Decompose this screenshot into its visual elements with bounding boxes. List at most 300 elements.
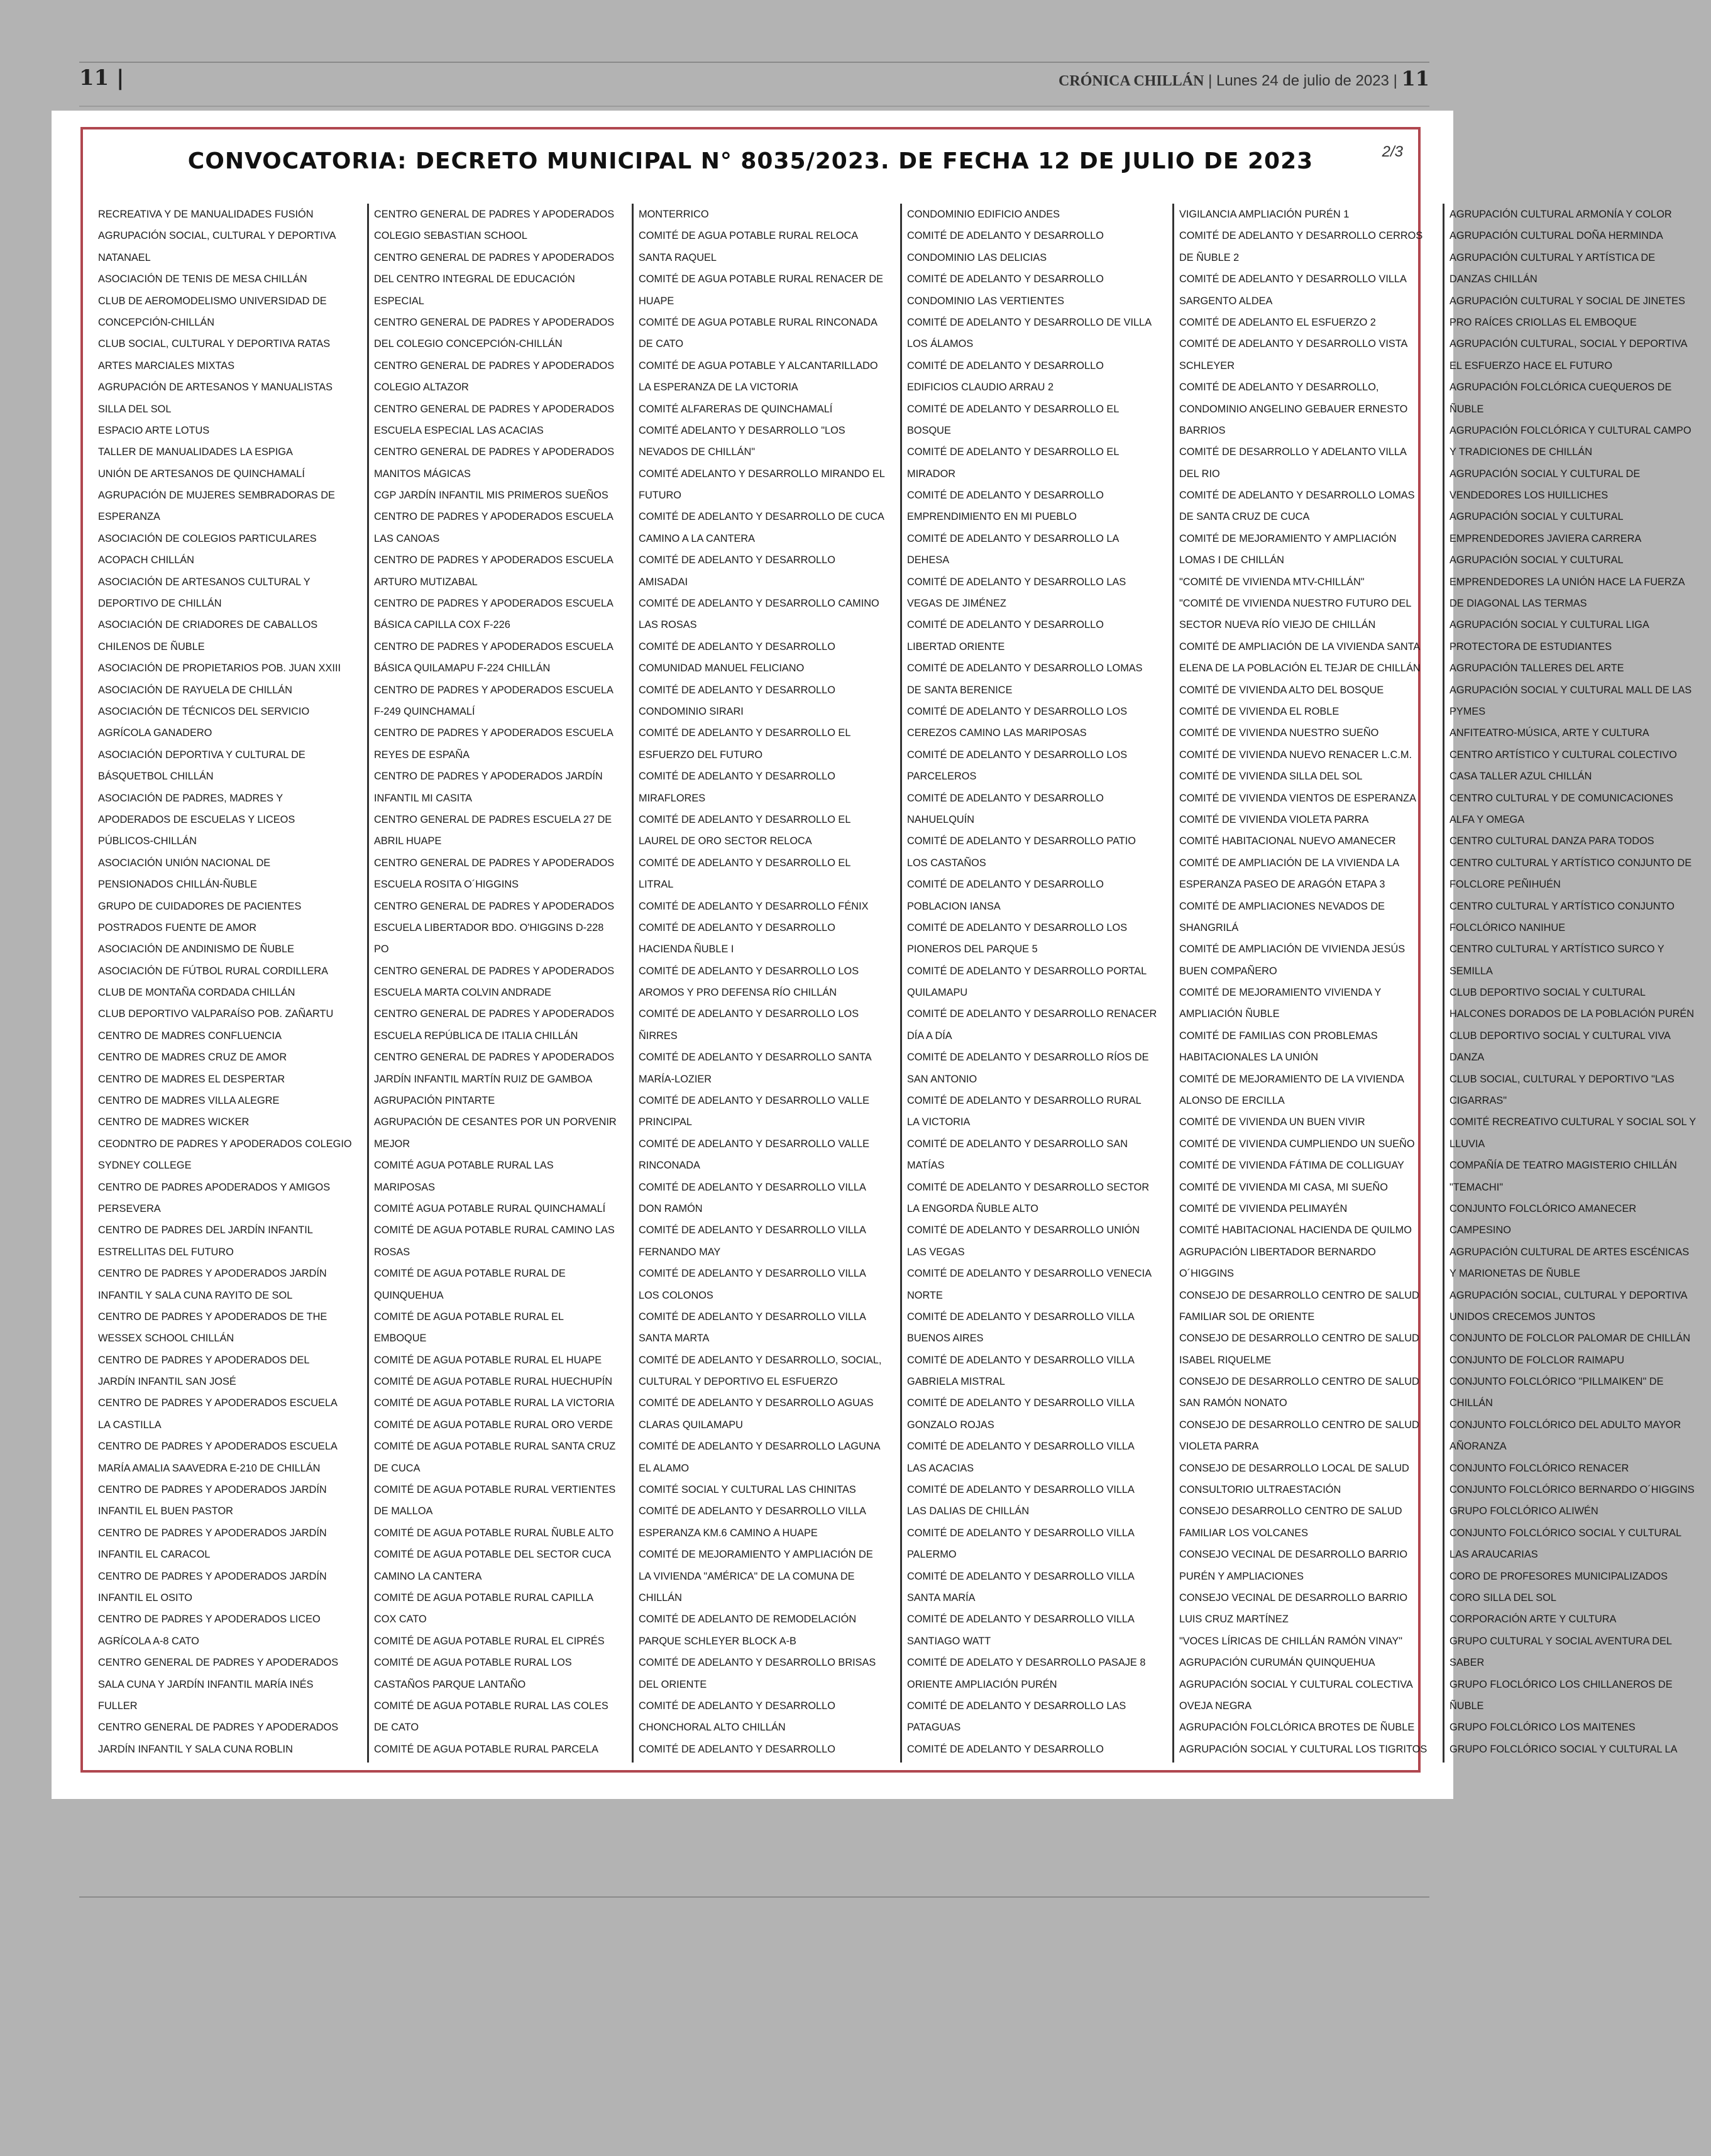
list-item: COMITÉ DE ADELANTO Y DESARROLLO LOS [639,964,859,977]
list-item: EMBOQUE [374,1332,427,1345]
list-item: CHILENOS DE ÑUBLE [98,640,205,652]
list-item: CONSEJO DE DESARROLLO CENTRO DE SALUD [1179,1375,1419,1388]
list-item: LOMAS I DE CHILLÁN [1179,554,1284,566]
list-item: UNIÓN DE ARTESANOS DE QUINCHAMALÍ [98,467,305,480]
list-item: COMITÉ DE AMPLIACIÓN DE VIVIENDA JESÚS [1179,943,1406,955]
list-item: COMITÉ DE ADELANTO Y DESARROLLO VISTA [1179,338,1408,350]
list-item: COMITÉ DE ADELANTO Y DESARROLLO VILLA [907,1526,1135,1539]
list-item: MIRAFLORES [639,791,706,804]
list-item: CORPORACIÓN ARTE Y CULTURA [1449,1613,1617,1625]
list-item: COMITÉ DE AGUA POTABLE RURAL PARCELA [374,1742,599,1755]
list-item: SABER [1449,1656,1485,1669]
list-item: COMITÉ DE AGUA POTABLE RURAL VERTIENTES [374,1483,616,1496]
list-item: ARTURO MUTIZABAL [374,575,478,588]
list-item: LUIS CRUZ MARTÍNEZ [1179,1613,1289,1625]
list-item: EL ESFUERZO HACE EL FUTURO [1449,359,1612,371]
list-item: GRUPO CULTURAL Y SOCIAL AVENTURA DEL [1449,1634,1672,1647]
list-item: COMITÉ DE VIVIENDA PELIMAYÉN [1179,1202,1348,1214]
list-item: AGRÍCOLA GANADERO [98,727,212,739]
list-item: COMITÉ DE MEJORAMIENTO Y AMPLIACIÓN [1179,532,1397,544]
list-item: DE CUCA [374,1461,421,1474]
list-item: COMITÉ DE AMPLIACIÓN DE LA VIVIENDA LA [1179,856,1400,869]
list-item: CENTRO DE PADRES Y APODERADOS JARDÍN [98,1570,327,1582]
list-item: ASOCIACIÓN DE PROPIETARIOS POB. JUAN XXIII [98,662,341,674]
list-item: CENTRO DE PADRES Y APODERADOS DEL [98,1353,310,1366]
list-item: "COMITÉ DE VIVIENDA NUESTRO FUTURO DEL [1179,597,1412,610]
list-item: COMITÉ DE ADELANTO Y DESARROLLO LOS [639,1008,859,1020]
list-item: CENTRO GENERAL DE PADRES Y APODERADOS [374,899,615,912]
list-item: PÚBLICOS-CHILLÁN [98,835,197,847]
list-item: COMITÉ DE ADELANTO Y DESARROLLO [907,791,1104,804]
list-item: COMITÉ DE ADELANTO Y DESARROLLO EL [639,856,851,869]
list-item: MARÍA-LOZIER [639,1072,712,1085]
list-item: CENTRO DE PADRES DEL JARDÍN INFANTIL [98,1224,313,1236]
list-item: COMITÉ DE ADELANTO EL ESFUERZO 2 [1179,316,1376,328]
list-item: LAUREL DE ORO SECTOR RELOCA [639,835,812,847]
list-item: COMITÉ DE ADELANTO Y DESARROLLO PORTAL [907,964,1147,977]
list-item: COMITÉ RECREATIVO CULTURAL Y SOCIAL SOL Y [1449,1116,1696,1128]
list-item: COMITÉ DE ADELANTO Y DESARROLLO VILLA [907,1440,1135,1453]
list-item: GRUPO DE CUIDADORES DE PACIENTES [98,899,302,912]
list-item: LA ENGORDA ÑUBLE ALTO [907,1202,1039,1214]
list-item: CLUB DEPORTIVO SOCIAL Y CULTURAL VIVA [1449,1029,1671,1042]
list-item: BARRIOS [1179,424,1226,436]
list-item: CONDOMINIO ANGELINO GEBAUER ERNESTO [1179,402,1408,415]
list-item: COMITÉ DE ADELANTO Y DESARROLLO VILLA [639,1267,867,1280]
list-column [634,204,902,1763]
list-item: CULTURAL Y DEPORTIVO EL ESFUERZO [639,1375,838,1388]
list-item: COMITÉ DE ADELANTO Y DESARROLLO [639,554,836,566]
list-item: BUEN COMPAÑERO [1179,964,1277,977]
notice-page [52,111,1696,1799]
list-item: COMITÉ DE ADELANTO Y DESARROLLO DE CUCA [639,510,885,523]
list-item: PRO RAÍCES CRIOLLAS EL EMBOQUE [1449,316,1637,328]
list-item: CONSULTORIO ULTRAESTACIÓN [1179,1483,1341,1496]
list-item: COMITÉ DE AGUA POTABLE RURAL LOS [374,1656,573,1669]
list-item: ESPERANZA PASEO DE ARAGÓN ETAPA 3 [1179,878,1385,891]
list-item: ARTES MARCIALES MIXTAS [98,359,235,371]
list-item: COMITÉ DE AGUA POTABLE RURAL LAS COLES [374,1699,609,1712]
list-item: EL ALAMO [639,1461,690,1474]
list-item: COMITÉ DE AGUA POTABLE RURAL DE [374,1267,566,1280]
list-item: REYES DE ESPAÑA [374,748,470,761]
list-item: COMITÉ DE AGUA POTABLE RURAL RINCONADA [639,316,878,328]
list-item: COMITÉ DE ADELATO Y DESARROLLO PASAJE 8 [907,1656,1146,1669]
header-rule-lower [79,106,1429,107]
list-item: AGRUPACIÓN SOCIAL Y CULTURAL DE [1449,467,1640,480]
list-item: DANZAS CHILLÁN [1449,273,1538,285]
list-item: AGRUPACIÓN CULTURAL DE ARTES ESCÉNICAS [1449,1245,1689,1258]
list-item: COMITÉ DE AGUA POTABLE RURAL ORO VERDE [374,1418,613,1431]
list-item: LAS CANOAS [374,532,440,544]
list-item: AGRUPACIÓN SOCIAL Y CULTURAL LIGA [1449,619,1649,631]
list-item: COMITÉ DE ADELANTO Y DESARROLLO VILLA [907,1613,1135,1625]
list-item: COMITÉ DE ADELANTO Y DESARROLLO EL [907,402,1120,415]
list-item: CIGARRAS" [1449,1094,1507,1107]
list-item: CENTRO DE MADRES VILLA ALEGRE [98,1094,280,1107]
list-item: CONCEPCIÓN-CHILLÁN [98,316,214,328]
list-item: MARÍA AMALIA SAAVEDRA E-210 DE CHILLÁN [98,1461,321,1474]
list-item: CLUB DEPORTIVO VALPARAÍSO POB. ZAÑARTU [98,1008,334,1020]
list-item: COMITÉ ADELANTO Y DESARROLLO "LOS [639,424,845,436]
list-item: DEL ORIENTE [639,1678,707,1690]
list-item: ESCUELA LIBERTADOR BDO. O'HIGGINS D-228 [374,921,604,933]
list-item: CEODNTRO DE PADRES Y APODERADOS COLEGIO [98,1137,352,1150]
footer-rule [79,1896,1429,1898]
list-item: ESTRELLITAS DEL FUTURO [98,1245,234,1258]
list-item: COMITÉ DE AMPLIACIONES NEVADOS DE [1179,899,1385,912]
list-item: NAHUELQUÍN [907,813,975,825]
list-item: INFANTIL EL BUEN PASTOR [98,1505,233,1517]
notice-title: CONVOCATORIA: DECRETO MUNICIPAL N° 8035/2023. DE FECHA 12 DE JULIO DE 2023 [187,148,1314,174]
list-item: PO [374,943,389,955]
list-item: ASOCIACIÓN DE COLEGIOS PARTICULARES [98,532,317,544]
list-item: CENTRO DE PADRES Y APODERADOS LICEO [98,1613,321,1625]
list-item: AGRUPACIÓN FOLCLÓRICA BROTES DE ÑUBLE [1179,1721,1415,1734]
list-item: FOLCLORE PEÑIHUÉN [1449,878,1561,891]
list-item: CONJUNTO FOLCLÓRICO BERNARDO O´HIGGINS [1449,1483,1695,1496]
list-item: APODERADOS DE ESCUELAS Y LICEOS [98,813,295,825]
list-item: CGP JARDÍN INFANTIL MIS PRIMEROS SUEÑOS [374,489,609,502]
list-item: ÑUBLE [1449,1699,1484,1712]
list-item: CENTRO DE MADRES CRUZ DE AMOR [98,1051,287,1064]
list-item: ASOCIACIÓN DE PADRES, MADRES Y [98,791,283,804]
list-item: DEPORTIVO DE CHILLÁN [98,597,222,610]
list-item: AGRUPACIÓN CULTURAL Y ARTÍSTICA DE [1449,251,1655,263]
list-item: ISABEL RIQUELME [1179,1353,1272,1366]
list-item: UNIDOS CRECEMOS JUNTOS [1449,1310,1595,1323]
list-item: COMITÉ DE MEJORAMIENTO Y AMPLIACIÓN DE [639,1548,873,1561]
list-item: CENTRO GENERAL DE PADRES Y APODERADOS [374,316,615,328]
list-item: COMITÉ DE VIVIENDA NUESTRO SUEÑO [1179,727,1379,739]
list-item: COMITÉ DE ADELANTO Y DESARROLLO [907,489,1104,502]
list-item: COMITÉ DE AGUA POTABLE DEL SECTOR CUCA [374,1548,612,1561]
list-item: COLEGIO ALTAZOR [374,381,470,393]
list-item: COMITÉ DE ADELANTO Y DESARROLLO BRISAS [639,1656,876,1669]
list-item: COMITÉ DE AGUA POTABLE RURAL CAMINO LAS [374,1224,615,1236]
list-item: COMITÉ DE ADELANTO Y DESARROLLO DE VILLA [907,316,1152,328]
list-item: CORO DE PROFESORES MUNICIPALIZADOS [1449,1570,1668,1582]
list-item: COMUNIDAD MANUEL FELICIANO [639,662,805,674]
list-item: CASTAÑOS PARQUE LANTAÑO [374,1678,526,1690]
list-item: CLUB SOCIAL, CULTURAL Y DEPORTIVO "LAS [1449,1072,1675,1085]
list-item: COMITÉ ALFARERAS DE QUINCHAMALÍ [639,402,833,415]
list-item: ESCUELA ROSITA O´HIGGINS [374,878,519,891]
list-item: AGRUPACIÓN CULTURAL ARMONÍA Y COLOR [1449,208,1672,220]
list-item: CONSEJO DESARROLLO CENTRO DE SALUD [1179,1505,1402,1517]
list-item: ASOCIACIÓN DE ANDINISMO DE ÑUBLE [98,943,294,955]
list-item: MANITOS MÁGICAS [374,467,471,480]
list-item: COMITÉ DE AGUA POTABLE RURAL EL HUAPE [374,1353,602,1366]
list-item: COMITÉ DE ADELANTO Y DESARROLLO, SOCIAL, [639,1353,882,1366]
list-item: ESPERANZA [98,510,160,523]
list-item: COMITÉ DE AGUA POTABLE RURAL RELOCA [639,229,859,242]
list-item: NEVADOS DE CHILLÁN" [639,446,756,458]
list-item: CHONCHORAL ALTO CHILLÁN [639,1721,786,1734]
list-item: SCHLEYER [1179,359,1235,371]
list-item: ESFUERZO DEL FUTURO [639,748,763,761]
list-item: CHILLÁN [639,1592,683,1603]
list-item: COMITÉ DE ADELANTO Y DESARROLLO SANTA [639,1051,872,1064]
list-item: AGRUPACIÓN DE CESANTES POR UN PORVENIR [374,1116,617,1128]
list-item: SAN RAMÓN NONATO [1179,1397,1287,1409]
list-item: AGRÍCOLA A-8 CATO [98,1634,199,1647]
list-item: ANFITEATRO-MÚSICA, ARTE Y CULTURA [1449,727,1649,739]
list-item: CAMPESINO [1449,1224,1511,1236]
list-item: CENTRO ARTÍSTICO Y CULTURAL COLECTIVO [1449,748,1677,761]
list-item: AGRUPACIÓN SOCIAL Y CULTURAL MALL DE LAS [1449,683,1692,696]
list-item: CONSEJO DE DESARROLLO CENTRO DE SALUD [1179,1418,1419,1431]
list-item: COLEGIO SEBASTIAN SCHOOL [374,229,528,242]
list-item: RECREATIVA Y DE MANUALIDADES FUSIÓN [98,208,314,220]
list-item: COMITÉ DE ADELANTO Y DESARROLLO VALLE [639,1137,870,1150]
list-item: COMITÉ DE ADELANTO Y DESARROLLO [639,1742,836,1755]
list-item: CLUB DE MONTAÑA CORDADA CHILLÁN [98,986,295,999]
list-item: TALLER DE MANUALIDADES LA ESPIGA [98,446,293,458]
list-item: FAMILIAR LOS VOLCANES [1179,1526,1309,1539]
list-item: CONSEJO VECINAL DE DESARROLLO BARRIO [1179,1548,1408,1561]
list-item: HACIENDA ÑUBLE I [639,943,734,955]
list-item: POSTRADOS FUENTE DE AMOR [98,921,257,933]
list-item: LA CASTILLA [98,1418,162,1431]
list-item: AÑORANZA [1449,1440,1507,1453]
list-item: COMITÉ DE ADELANTO Y DESARROLLO EL [639,727,851,739]
list-item: INFANTIL MI CASITA [374,791,473,804]
list-item: EMPRENDEDORES JAVIERA CARRERA [1449,532,1641,544]
list-item: ALONSO DE ERCILLA [1179,1094,1285,1107]
list-item: COMITÉ DE ADELANTO Y DESARROLLO LOMAS [907,662,1143,674]
list-item: COMITÉ DE ADELANTO Y DESARROLLO VILLA [639,1180,867,1193]
list-item: COMITÉ DE ADELANTO Y DESARROLLO [639,640,836,652]
list-item: AGRUPACIÓN CULTURAL Y SOCIAL DE JINETES [1449,294,1685,307]
list-item: CENTRO DE PADRES Y APODERADOS ESCUELA [374,554,614,566]
list-item: FOLCLÓRICO NANIHUE [1449,921,1565,933]
list-item: LA VICTORIA [907,1116,971,1128]
list-item: SAN ANTONIO [907,1072,977,1085]
list-item: ÑIRRES [639,1029,678,1042]
list-item: ASOCIACIÓN DE TÉCNICOS DEL SERVICIO [98,705,310,717]
list-item: CENTRO DE PADRES Y APODERADOS ESCUELA [98,1440,338,1453]
list-item: CENTRO DE PADRES Y APODERADOS JARDÍN [98,1483,327,1496]
list-item: ESPERANZA KM.6 CAMINO A HUAPE [639,1526,818,1539]
list-item: "VOCES LÍRICAS DE CHILLÁN RAMÓN VINAY" [1179,1634,1403,1647]
list-item: CENTRO GENERAL DE PADRES Y APODERADOS [374,1051,615,1064]
list-item: MEJOR [374,1137,410,1150]
list-item: COMITÉ DE AGUA POTABLE RURAL RENACER DE [639,273,884,285]
list-item: AGRUPACIÓN SOCIAL Y CULTURAL [1449,554,1624,566]
list-item: DE CATO [639,338,684,350]
list-item: GRUPO FOLCLÓRICO SOCIAL Y CULTURAL LA [1449,1742,1678,1755]
list-item: COMITÉ DE MEJORAMIENTO DE LA VIVIENDA [1179,1072,1404,1085]
list-item: COMITÉ DE VIVIENDA CUMPLIENDO UN SUEÑO [1179,1137,1415,1150]
list-item: AMISADAI [639,575,688,588]
list-item: SHANGRILÁ [1179,921,1239,933]
list-item: COMITÉ DE ADELANTO Y DESARROLLO VALLE [639,1094,870,1107]
list-item: CENTRO DE PADRES Y APODERADOS ESCUELA [374,727,614,739]
list-item: ACOPACH CHILLÁN [98,554,194,566]
list-item: DE SANTA CRUZ DE CUCA [1179,510,1310,523]
list-item: CENTRO GENERAL DE PADRES Y APODERADOS [374,208,615,220]
list-item: COMITÉ DE ADELANTO DE REMODELACIÓN [639,1613,857,1625]
list-item: CENTRO DE PADRES Y APODERADOS DE THE [98,1310,327,1323]
list-item: COMITÉ DE ADELANTO Y DESARROLLO LAS [907,1699,1126,1712]
list-item: CORO SILLA DEL SOL [1449,1592,1556,1603]
list-item: AGRUPACIÓN SOCIAL, CULTURAL Y DEPORTIVA [1449,1289,1688,1301]
list-item: ASOCIACIÓN DE FÚTBOL RURAL CORDILLERA [98,964,329,977]
list-item: COMITÉ DE ADELANTO Y DESARROLLO LA [907,532,1120,544]
list-item: COMITÉ DE ADELANTO Y DESARROLLO [639,1699,836,1712]
list-item: COMITÉ DE VIVIENDA UN BUEN VIVIR [1179,1116,1365,1128]
list-item: AGRUPACIÓN CULTURAL DOÑA HERMINDA [1449,229,1663,242]
list-item: COMITÉ DE ADELANTO Y DESARROLLO VILLA [1179,273,1407,285]
list-item: AGRUPACIÓN CULTURAL, SOCIAL Y DEPORTIVA [1449,338,1688,350]
list-item: COMITÉ DE AGUA POTABLE RURAL EL [374,1310,564,1323]
list-item: SALA CUNA Y JARDÍN INFANTIL MARÍA INÉS [98,1678,314,1690]
list-item: CENTRO DE PADRES Y APODERADOS ESCUELA [374,683,614,696]
list-item: CONDOMINIO LAS DELICIAS [907,251,1047,263]
list-item: ASOCIACIÓN DE RAYUELA DE CHILLÁN [98,683,292,696]
list-item: CENTRO GENERAL DE PADRES Y APODERADOS [374,359,615,371]
list-item: EMPRENDIMIENTO EN MI PUEBLO [907,510,1077,523]
list-item: AGRUPACIÓN CURUMÁN QUINQUEHUA [1179,1656,1375,1669]
header-rule [79,62,1429,63]
list-item: AGRUPACIÓN SOCIAL, CULTURAL Y DEPORTIVA [98,229,336,242]
list-item: DON RAMÓN [639,1202,703,1214]
list-item: AGRUPACIÓN FOLCLÓRICA Y CULTURAL CAMPO [1449,424,1692,436]
list-column [902,204,1174,1763]
list-item: PARCELEROS [907,770,977,783]
list-item: DE DIAGONAL LAS TERMAS [1449,597,1587,610]
list-item: COMITÉ DE ADELANTO Y DESARROLLO VILLA [639,1224,867,1236]
list-item: COMITÉ DE DESARROLLO Y ADELANTO VILLA [1179,446,1407,458]
list-item: COMITÉ AGUA POTABLE RURAL QUINCHAMALÍ [374,1202,606,1214]
list-item: COMITÉ DE ADELANTO Y DESARROLLO CERROS [1179,229,1423,242]
list-item: COMITÉ DE AGUA POTABLE RURAL SANTA CRUZ [374,1440,616,1453]
list-item: BUENOS AIRES [907,1332,984,1345]
list-item: CENTRO DE MADRES EL DESPERTAR [98,1072,285,1085]
list-item: CLUB DEPORTIVO SOCIAL Y CULTURAL [1449,986,1646,999]
list-item: SANTA RAQUEL [639,251,717,263]
list-item: COMITÉ DE ADELANTO Y DESARROLLO VENECIA [907,1267,1152,1280]
list-item: AGRUPACIÓN DE ARTESANOS Y MANUALISTAS [98,381,333,393]
list-item: ELENA DE LA POBLACIÓN EL TEJAR DE CHILLÁN [1179,662,1421,674]
list-item: CONSEJO DE DESARROLLO CENTRO DE SALUD [1179,1289,1419,1301]
list-item: COMITÉ DE ADELANTO Y DESARROLLO LOS [907,921,1128,933]
list-item: Y TRADICIONES DE CHILLÁN [1449,446,1592,458]
list-item: NATANAEL [98,251,151,263]
list-item: LAS ACACIAS [907,1461,974,1474]
list-item: CENTRO GENERAL DE PADRES Y APODERADOS [374,1008,615,1020]
list-item: ÑUBLE [1449,402,1484,415]
list-item: GONZALO ROJAS [907,1418,995,1431]
list-item: MIRADOR [907,467,956,480]
list-item: PROTECTORA DE ESTUDIANTES [1449,640,1612,652]
list-item: DEHESA [907,554,950,566]
list-item: BÁSICA CAPILLA COX F-226 [374,619,511,631]
list-item: COMITÉ DE VIVIENDA VIOLETA PARRA [1179,813,1369,825]
list-item: DE ÑUBLE 2 [1179,251,1240,263]
list-item: CLUB DE AEROMODELISMO UNIVERSIDAD DE [98,294,327,307]
list-item: COMITÉ DE ADELANTO Y DESARROLLO VILLA [907,1310,1135,1323]
list-item: CONSEJO DE DESARROLLO CENTRO DE SALUD [1179,1332,1419,1345]
list-item: COMITÉ DE VIVIENDA VIENTOS DE ESPERANZA [1179,791,1417,804]
list-column [1444,204,1711,1763]
list-item: COMITÉ DE ADELANTO Y DESARROLLO UNIÓN [907,1224,1140,1236]
list-item: ASOCIACIÓN DE ARTESANOS CULTURAL Y [98,575,311,588]
list-item: COMITÉ DE ADELANTO Y DESARROLLO [639,770,836,783]
list-item: WESSEX SCHOOL CHILLÁN [98,1332,234,1345]
list-item: CONDOMINIO EDIFICIO ANDES [907,208,1060,220]
list-item: COMITÉ DE AGUA POTABLE RURAL LA VICTORIA [374,1397,615,1409]
list-item: CENTRO DE PADRES Y APODERADOS ESCUELA [374,510,614,523]
list-item: ESPECIAL [374,294,425,307]
list-item: CONDOMINIO SIRARI [639,705,744,717]
list-item: AGRUPACIÓN SOCIAL Y CULTURAL LOS TIGRITOS [1179,1742,1428,1755]
list-item: DE CATO [374,1721,419,1734]
list-item: "COMITÉ DE VIVIENDA MTV-CHILLÁN" [1179,575,1365,588]
list-item: HUAPE [639,294,674,307]
list-item: HABITACIONALES LA UNIÓN [1179,1051,1319,1064]
list-item: CENTRO CULTURAL Y ARTÍSTICO CONJUNTO [1449,899,1675,912]
list-item: COMITÉ DE VIVIENDA ALTO DEL BOSQUE [1179,683,1384,696]
list-item: GRUPO FLOCLÓRICO LOS CHILLANEROS DE [1449,1678,1673,1690]
notice-page-indicator: 2/3 [1382,143,1403,160]
list-item: CENTRO GENERAL DE PADRES Y APODERADOS [374,251,615,263]
list-item: COMITÉ DE ADELANTO Y DESARROLLO LOS [907,748,1128,761]
list-item: ASOCIACIÓN DEPORTIVA Y CULTURAL DE [98,748,305,761]
list-item: COMITÉ DE AGUA POTABLE RURAL EL CIPRÉS [374,1634,605,1647]
list-item: CENTRO DE PADRES Y APODERADOS ESCUELA [374,597,614,610]
list-item: COMITÉ DE ADELANTO Y DESARROLLO VILLA [639,1505,867,1517]
list-item: CENTRO GENERAL DE PADRES Y APODERADOS [98,1656,339,1669]
list-item: DEL CENTRO INTEGRAL DE EDUCACIÓN [374,273,576,285]
list-item: ASOCIACIÓN DE TENIS DE MESA CHILLÁN [98,273,307,285]
list-item: COMITÉ DE ADELANTO Y DESARROLLO AGUAS [639,1397,874,1409]
list-item: DEL RIO [1179,467,1220,480]
list-item: LAS VEGAS [907,1245,965,1258]
list-item: LAS DALIAS DE CHILLÁN [907,1505,1030,1517]
list-item: CONJUNTO FOLCLÓRICO DEL ADULTO MAYOR [1449,1418,1681,1431]
list-item: LLUVIA [1449,1137,1485,1150]
list-item: COMITÉ DE ADELANTO Y DESARROLLO [639,683,836,696]
list-item: SANTA MARTA [639,1332,710,1345]
list-item: COMITÉ DE VIVIENDA MI CASA, MI SUEÑO [1179,1180,1388,1193]
list-item: INFANTIL EL CARACOL [98,1548,211,1561]
list-item: CENTRO GENERAL DE PADRES ESCUELA 27 DE [374,813,612,825]
page-header-right [1059,67,1429,91]
list-item: ABRIL HUAPE [374,835,442,847]
list-item: LIBERTAD ORIENTE [907,640,1005,652]
list-item: CENTRO CULTURAL Y ARTÍSTICO CONJUNTO DE [1449,856,1692,869]
list-item: JARDÍN INFANTIL SAN JOSÉ [98,1375,236,1388]
list-item: F-249 QUINCHAMALÍ [374,705,475,717]
list-item: SYDNEY COLLEGE [98,1159,192,1172]
list-item: CASA TALLER AZUL CHILLÁN [1449,770,1592,783]
list-item: COX CATO [374,1613,427,1625]
list-item: CENTRO DE PADRES APODERADOS Y AMIGOS [98,1180,331,1193]
list-item: CENTRO CULTURAL Y DE COMUNICACIONES [1449,791,1673,804]
list-item: AGRUPACIÓN DE MUJERES SEMBRADORAS DE [98,489,335,502]
list-item: CENTRO DE PADRES Y APODERADOS JARDÍN [98,1526,327,1539]
list-item: COMITÉ DE ADELANTO Y DESARROLLO VILLA [907,1483,1135,1496]
list-item: ASOCIACIÓN UNIÓN NACIONAL DE [98,856,271,869]
list-item: COMITÉ DE AGUA POTABLE RURAL CAPILLA [374,1592,594,1603]
list-item: CONJUNTO DE FOLCLOR RAIMAPU [1449,1353,1624,1366]
list-item: LOS COLONOS [639,1289,713,1301]
list-item: CENTRO GENERAL DE PADRES Y APODERADOS [98,1721,339,1734]
list-item: COMITÉ ADELANTO Y DESARROLLO MIRANDO EL [639,467,885,480]
list-item: AGRUPACIÓN FOLCLÓRICA CUEQUEROS DE [1449,381,1672,393]
